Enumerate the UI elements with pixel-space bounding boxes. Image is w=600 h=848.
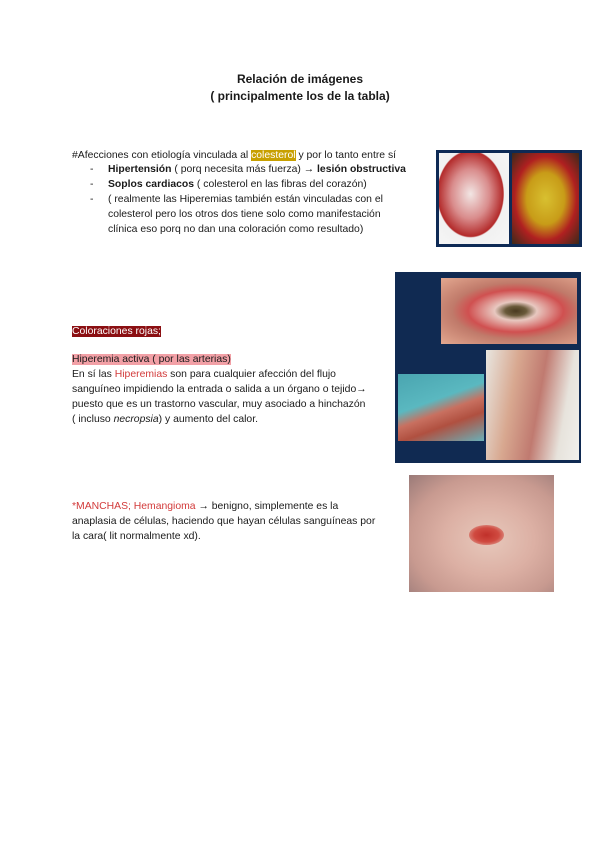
hyperemia-line1 — [72, 367, 336, 382]
red-leg-photo — [486, 350, 579, 460]
cholesterol-highlight: colesterol — [251, 150, 296, 161]
heart-specimens-image — [436, 150, 582, 247]
page-title: Relación de imágenes — [236, 72, 364, 86]
red-colorations-heading: Coloraciones rojas; — [72, 326, 161, 337]
hemangioma-line2: anaplasia de células, haciendo que hayan células sanguíneas por — [72, 516, 376, 527]
bullet-bold-term: Soplos cardiacos — [108, 179, 195, 190]
hyperemia-collage-image — [395, 272, 581, 463]
bullet-hypertension — [90, 162, 406, 177]
red-arm-photo — [398, 374, 484, 441]
heart-specimen-right — [512, 153, 579, 244]
text-span: ( incluso — [72, 414, 114, 425]
bullet-dash: - — [90, 179, 94, 190]
intro-line — [72, 148, 396, 163]
section-heading-red-colorations — [72, 324, 161, 339]
bullet-note-line3: clínica eso porq no dan una coloración como resultado) — [108, 224, 364, 235]
bullet-murmurs — [90, 177, 367, 192]
hemangioma-image — [409, 475, 554, 592]
bullet-dash: - — [90, 164, 94, 175]
bullet-bold-term: Hipertensión — [108, 164, 172, 175]
hemangioma-term: *MANCHAS; Hemangioma — [72, 501, 196, 512]
hyperemias-term: Hiperemias — [114, 369, 168, 380]
text-span: son para cualquier afección del flujo — [167, 369, 336, 380]
bullet-text: ( porq necesita más fuerza) → — [171, 164, 318, 175]
red-eye-photo — [441, 278, 577, 344]
text-span: → benigno, simplemente es la — [195, 501, 339, 512]
active-hyperemia-heading: Hiperemia activa ( por las arterias) — [72, 354, 231, 365]
hemangioma-line3: la cara( lit normalmente xd). — [72, 531, 201, 542]
bullet-text: ( colesterol en las fibras del corazón) — [194, 179, 367, 190]
intro-suffix: y por lo tanto entre sí — [295, 150, 397, 161]
heart-specimen-left — [439, 153, 509, 244]
intro-prefix: #Afecciones con etiología vinculada al — [72, 150, 252, 161]
bullet-note-text: ( realmente las Hiperemias también están vinculadas con el — [108, 194, 383, 205]
bullet-note-line2: colesterol pero los otros dos tiene solo como manifestación — [108, 209, 381, 220]
bullet-note-line1 — [90, 192, 383, 207]
hyperemia-line2: sanguíneo impidiendo la entrada o salida a un órgano o tejido→ — [72, 384, 367, 395]
hyperemia-line4 — [72, 412, 258, 427]
text-span: ) y aumento del calor. — [158, 414, 258, 425]
hemangioma-line1 — [72, 499, 338, 514]
subheading-active-hyperemia — [72, 352, 231, 367]
hyperemia-line3: puesto que es un trastorno vascular, muy asociado a hinchazón — [72, 399, 366, 410]
text-span: En sí las — [72, 369, 115, 380]
hemangioma-spot — [469, 525, 504, 545]
page-subtitle: ( principalmente los de la tabla) — [210, 89, 390, 103]
bullet-dash: - — [90, 194, 94, 205]
necropsy-term: necropsia — [113, 414, 159, 425]
bullet-bold-result: lesión obstructiva — [317, 164, 406, 175]
